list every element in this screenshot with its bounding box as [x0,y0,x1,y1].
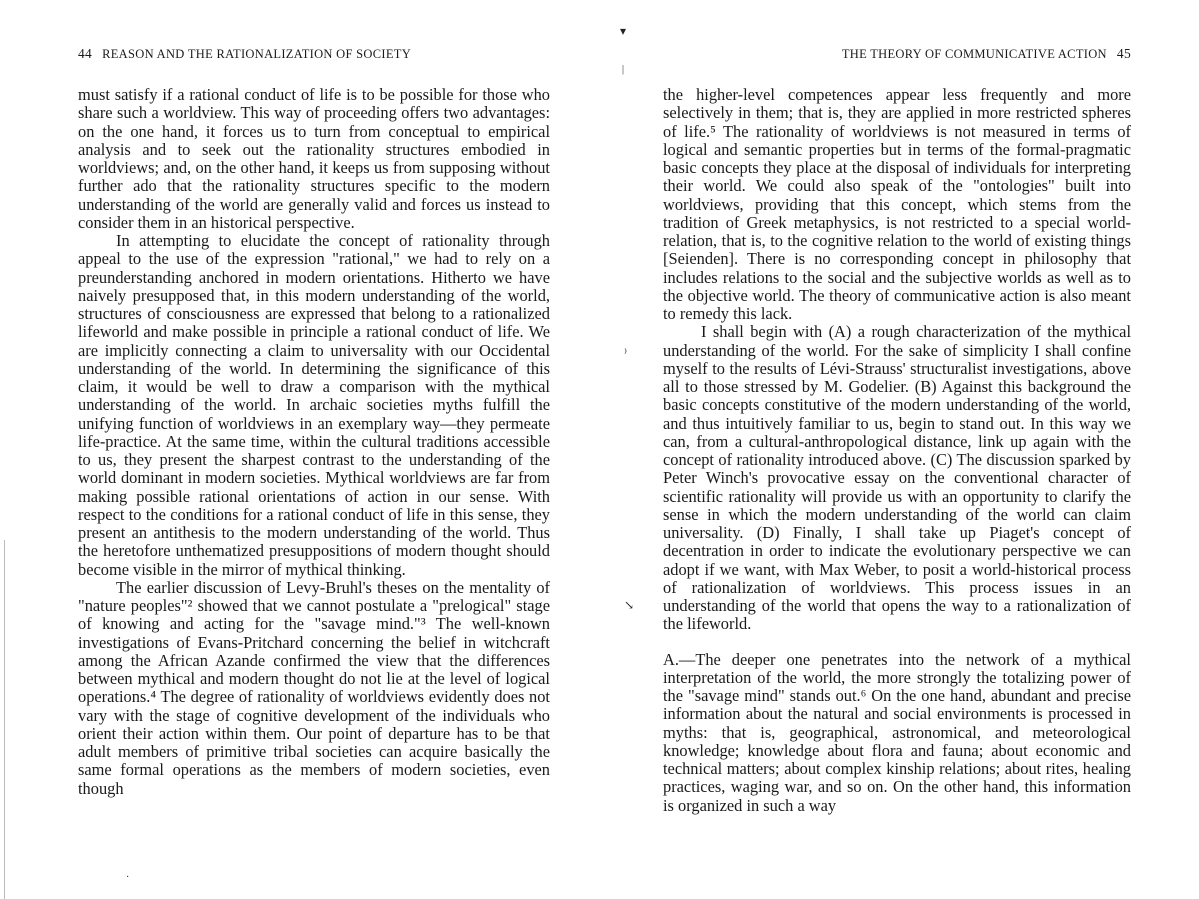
scan-speck: · [126,872,130,883]
left-running-title: REASON AND THE RATIONALIZATION OF SOCIETY [102,47,412,61]
scan-edge-line [4,540,5,899]
paragraph: I shall begin with (A) a rough characterization of the mythical understanding of the world. For the sake of simplicity I shall confine myself to the results of Lévi-Strauss' structuralist investigations, above all to those stressed by M. Godelier. (B) Against this background the basic concepts constitutive of the modern understanding of the world, and thus intuitively familiar to us, begin to stand out. In this way we can, from a cultural-anthropological distance, link up again with the concept of rationality introduced above. (C) The discussion sparked by Peter Winch's provocative essay on the conventional character of scientific rationality will provide us with an opportunity to clarify the sense in which the modern understanding of the world can claim universality. (D) Finally, I shall take up Piaget's concept of decentration in order to indicate the evolutionary perspective we can adopt if we want, with Max Weber, to posit a world-historical process of rationalization of worldviews. This process issues in an understanding of the world that opens the way to a rationalization of the lifeworld. [663,322,1131,634]
paragraph: the higher-level competences appear less frequently and more selectively in them; that is, they are applied in more restricted spheres of life.⁵ The rationality of worldviews is not measured in terms of logical and semantic properties but in terms of the formal-pragmatic basic concepts they place at the disposal of individuals for interpreting their world. We could also speak of the "ontologies" built into worldviews, providing that this concept, which stems from the tradition of Greek metaphysics, is not restricted to a special world-relation, that is, to the cognitive relation to the world of existing things [Seienden]. There is no corresponding concept in philosophy that includes relations to the social and the subjective worlds as well as to the objective world. The theory of communicative action is also meant to remedy this lack. [663,85,1131,323]
section-paragraph: A.—The deeper one penetrates into the network of a mythical interpretation of the world, the more strongly the totalizing power of the "savage mind" stands out.⁶ On the one hand, abundant and precise information about the natural and social environments is processed in myths: that is, geographical, astronomical, and meteorological knowledge; knowledge about flora and fauna; about economic and technical matters; about complex kinship relations; about rites, healing practices, waging war, and so on. On the other hand, this information is organized in such a way [663,649,1131,815]
left-page-number: 44 [78,46,93,61]
right-running-title: THE THEORY OF COMMUNICATIVE ACTION [841,47,1107,61]
left-page-body [78,86,550,798]
scan-speck: ↘ [624,598,635,612]
paragraph: In attempting to elucidate the concept of rationality through appeal to the use of the expression "rational," we had to rely on a preunderstanding anchored in modern orientations. Hitherto we have naively presupposed that, in this modern understanding of the world, structures of consciousness are expressed that belong to a rationalized lifeworld and make possible in principle a rational conduct of life. We are implicitly connecting a claim to universality with our Occidental understanding of the world. In determining the significance of this claim, it would be well to draw a comparison with the mythical understanding of the world. In archaic societies myths fulfill the unifying function of worldviews in an exemplary way—they permeate life-practice. At the same time, within the cultural traditions accessible to us, they present the sharpest contrast to the understanding of the world dominant in modern societies. Mythical worldviews are far from making possible rational orientations of action in our sense. With respect to the conditions for a rational conduct of life in this sense, they present an antithesis to the modern understanding of the world. Thus the heretofore unthematized presuppositions of modern thought should become visible in the mirror of mythical thinking. [78,231,550,579]
scan-speck: | [622,64,625,75]
right-running-head [842,46,1131,62]
scan-speck: ⁾ [624,346,627,360]
right-page-body [663,86,1131,815]
paragraph: The earlier discussion of Levy-Bruhl's theses on the mentality of "nature peoples"² showed that we cannot postulate a "prelogical" stage of knowing and acting for the "savage mind."³ The well-known investigations of Evans-Pritchard concerning the belief in witchcraft among the African Azande confirmed the view that the differences between mythical and modern thought do not lie at the level of logical operations.⁴ The degree of rationality of worldviews evidently does not vary with the stage of cognitive development of the individuals who orient their action within them. Our point of departure has to be that adult members of primitive tribal societies can acquire basically the same formal operations as the members of modern societies, even though [78,577,550,798]
paragraph: must satisfy if a rational conduct of life is to be possible for those who share such a worldview. This way of proceeding offers two advantages: on the one hand, it forces us to turn from conceptual to empirical analysis and to seek out the rationality structures embodied in worldviews; and, on the other hand, it keeps us from supposing without further ado that the rationality structures specific to the modern understanding of the world are generally valid and forces us instead to consider them in an historical perspective. [78,85,550,232]
scan-speck: ▾ [620,24,627,38]
left-running-head [78,46,411,62]
right-page-number: 45 [1116,46,1131,61]
